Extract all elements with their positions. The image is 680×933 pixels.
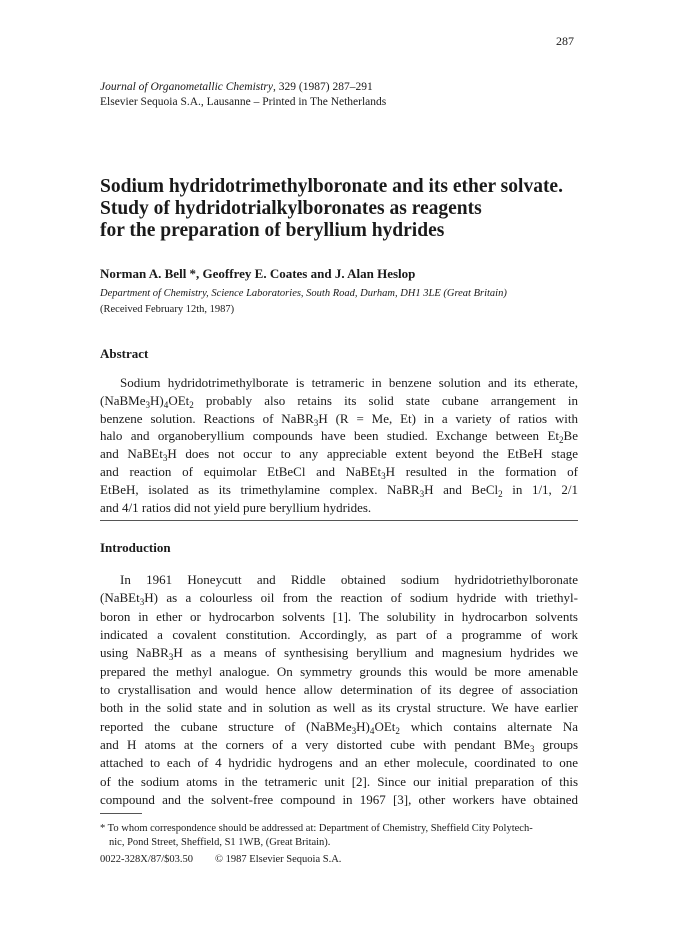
- footnote-rule: [100, 813, 142, 814]
- abstract-line: Sodium hydridotrimethylborate is tetrameric in benzene solution and its etherate,: [120, 375, 578, 390]
- body-line: indicated a covalent constitution. Accordingly, as part of a programme of work: [100, 627, 578, 643]
- abstract-line: and reaction of equimolar EtBeCl and NaBEt$_3$H resulted in the formation of: [100, 463, 578, 481]
- copyright-line: [100, 854, 341, 865]
- body-line: compound and the solvent-free compound in 1967 [3], other workers have obtained: [100, 792, 578, 808]
- body-line: to crystallisation and would hence allow determination of its degree of association: [100, 682, 578, 698]
- body-line: In 1961 Honeycutt and Riddle obtained sodium hydridotriethylboronate: [120, 572, 578, 587]
- title-line: Sodium hydridotrimethylboronate and its ether solvate.: [100, 176, 563, 197]
- authors: Norman A. Bell *, Geoffrey E. Coates and J. Alan Heslop: [100, 266, 416, 281]
- abstract-heading: Abstract: [100, 346, 149, 361]
- section-divider: [100, 520, 578, 521]
- footnote: [100, 822, 578, 850]
- paper-title: [100, 176, 600, 242]
- journal-citation: , 329 (1987) 287–291: [273, 81, 373, 93]
- abstract-line: and 4/1 ratios did not yield pure beryllium hydrides.: [100, 499, 372, 515]
- abstract-line: and NaBEt$_3$H does not occur to any appreciable extent beyond the EtBeH stage: [100, 446, 578, 464]
- body-line: prepared the methyl analogue. On symmetry grounds this would be more amenable: [100, 663, 578, 679]
- page-number: 287: [556, 34, 574, 48]
- body-line: of the sodium atoms in the tetrameric unit [2]. Since our initial preparation of this: [100, 773, 578, 789]
- copyright-notice: © 1987 Elsevier Sequoia S.A.: [215, 854, 342, 865]
- body-line: (NaBEt$_3$H) as a colourless oil from the reaction of sodium hydride with triethyl-: [100, 590, 578, 608]
- affiliation: Department of Chemistry, Science Laboratories, South Road, Durham, DH1 3LE (Great Britain): [100, 288, 507, 299]
- title-line: Study of hydridotrialkylboronates as reagents: [100, 198, 482, 219]
- introduction-heading: Introduction: [100, 540, 171, 555]
- body-line: and H atoms at the corners of a very distorted cube with pendant BMe$_3$ groups: [100, 737, 579, 755]
- abstract-text: [100, 374, 578, 516]
- abstract-line: EtBeH, isolated as its trimethylamine complex. NaBR$_3$H and BeCl$_2$ in 1/1, 2/1: [100, 481, 578, 499]
- received-date: (Received February 12th, 1987): [100, 304, 235, 315]
- body-line: boron in ether or hydrocarbon solvents [1]. The solubility in hydrocarbon solvents: [100, 608, 578, 624]
- journal-name: Journal of Organometallic Chemistry: [100, 81, 274, 93]
- body-line: reported the cubane structure of $(NaBMe_3H)_4OEt_2$ which contains alternate Na: [100, 718, 578, 736]
- body-line: attached to each of 4 hydridic hydrogens and an ether molecule, coordinated to one: [100, 755, 578, 771]
- introduction-text: [100, 571, 578, 809]
- body-line: using NaBR$_3$H as a means of synthesising beryllium and magnesium hydrides we: [100, 645, 578, 663]
- footnote-line: nic, Pond Street, Sheffield, S1 1WB, (Great Britain).: [109, 837, 331, 848]
- body-line: both in the solid state and in solution as well as its crystal structure. We have earlier: [100, 700, 578, 716]
- title-line: for the preparation of beryllium hydrides: [100, 220, 445, 241]
- footnote-line: * To whom correspondence should be addressed at: Department of Chemistry, Sheffield City Polytech-: [100, 823, 533, 834]
- abstract-line: benzene solution. Reactions of NaBR$_3$H (R = Me, Et) in a variety of ratios with: [100, 410, 578, 428]
- abstract-line: $(NaBMe_3H)_4OEt_2$ probably also retains its solid state cubane arrangement in: [100, 392, 578, 410]
- abstract-line: halo and organoberyllium compounds have been studied. Exchange between $Et_2Be$: [100, 428, 578, 446]
- article-code: 0022-328X/87/$03.50: [100, 854, 194, 865]
- journal-info: [100, 80, 386, 110]
- publisher-line: Elsevier Sequoia S.A., Lausanne – Printed in The Netherlands: [100, 96, 387, 108]
